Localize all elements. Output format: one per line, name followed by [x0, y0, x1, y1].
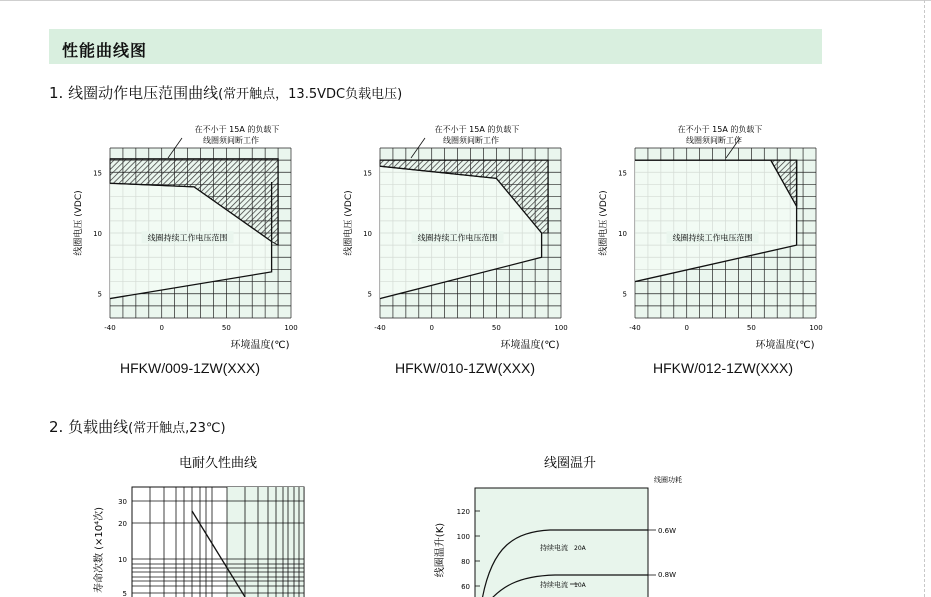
- annotation-line-2: 线圈须间断工作: [686, 136, 742, 145]
- coil-curve-current: 10A: [574, 582, 586, 589]
- endurance-chart: [80, 450, 330, 597]
- coil-curve-label-prefix: 持续电流: [540, 581, 568, 589]
- x-tick-label: 50: [746, 324, 756, 332]
- x-tick-label: 0: [159, 324, 164, 332]
- endurance-y-tick: 20: [118, 520, 127, 528]
- page-title: 性能曲线图: [62, 41, 148, 60]
- coil-chart-title: 线圈温升: [543, 456, 597, 471]
- section-1-note: (常开触点，13.5VDC负载电压): [218, 87, 403, 102]
- coil-temp-rise-chart: [420, 450, 700, 597]
- coil-y-label: 线圈温升(K): [435, 522, 446, 578]
- annotation-line-1: [435, 124, 520, 134]
- annotation-load-value: 15A: [469, 125, 485, 134]
- y-tick-label: 5: [97, 290, 102, 299]
- annotation-line-2: 线圈须间断工作: [443, 136, 499, 145]
- x-tick-label: 100: [284, 324, 298, 332]
- y-tick-label: 15: [363, 169, 372, 178]
- region-label: 线圈持续工作电压范围: [672, 233, 753, 243]
- section-1-heading: [49, 82, 402, 103]
- page-edge-dashed-line: [924, 0, 925, 597]
- coil-y-tick-label: 60: [461, 583, 470, 591]
- top-border-line: [0, 0, 931, 1]
- x-tick-label: 50: [221, 324, 231, 332]
- coil-curve-current: 20A: [574, 545, 586, 552]
- annotation-suffix: 的负载下: [484, 125, 520, 134]
- annotation-line-1: [195, 124, 280, 134]
- coil-curve-label-20a: [540, 543, 587, 552]
- y-axis-label: 线圈电压 (VDC): [599, 190, 609, 256]
- endurance-chart-title: 电耐久性曲线: [178, 456, 258, 471]
- endurance-shade: [227, 487, 304, 597]
- section-header-band: [49, 29, 822, 64]
- voltage-chart-009: [65, 118, 305, 358]
- annotation-line-1: [678, 124, 763, 134]
- section-2-label: 2. 负载曲线: [49, 418, 129, 436]
- section-2-heading: [49, 416, 226, 437]
- coil-y-tick-label: 100: [456, 533, 470, 541]
- y-tick-label: 15: [618, 169, 627, 178]
- coil-y-tick-label: 120: [456, 508, 470, 516]
- x-tick-label: -40: [629, 324, 641, 332]
- section-1-label: 1. 线圈动作电压范围曲线: [49, 84, 219, 102]
- x-axis-label: 环境温度(℃): [755, 340, 815, 351]
- x-axis-label: 环境温度(℃): [230, 340, 290, 351]
- endurance-y-tick: 30: [118, 498, 127, 506]
- y-tick-label: 5: [622, 290, 627, 299]
- x-tick-label: 100: [809, 324, 823, 332]
- coil-power-value: 0.8W: [658, 571, 677, 579]
- y-tick-label: 10: [93, 230, 102, 238]
- section-2-note: (常开触点,23℃): [128, 421, 226, 436]
- y-axis-label: 线圈电压 (VDC): [74, 190, 84, 256]
- annotation-prefix: 在不小于: [677, 125, 713, 134]
- coil-curve-label-10a: [540, 580, 587, 589]
- voltage-chart-010: [335, 118, 575, 358]
- x-tick-label: -40: [104, 324, 116, 332]
- annotation-prefix: 在不小于: [434, 125, 470, 134]
- region-label: 线圈持续工作电压范围: [417, 233, 498, 243]
- x-tick-label: 0: [429, 324, 434, 332]
- annotation-load-value: 15A: [712, 125, 728, 134]
- coil-curve-label-prefix: 持续电流: [540, 544, 568, 552]
- y-tick-label: 15: [93, 169, 102, 178]
- y-axis-label: 线圈电压 (VDC): [344, 190, 354, 256]
- x-axis-label: 环境温度(℃): [500, 340, 560, 351]
- model-label-012: HFKW/012-1ZW(XXX): [653, 360, 794, 376]
- y-tick-label: 10: [618, 230, 627, 238]
- model-label-009: HFKW/009-1ZW(XXX): [120, 360, 261, 376]
- coil-y-tick-label: 80: [461, 558, 470, 566]
- x-tick-label: 100: [554, 324, 568, 332]
- region-label: 线圈持续工作电压范围: [147, 233, 228, 243]
- annotation-line-2: 线圈须间断工作: [203, 136, 259, 145]
- annotation-load-value: 15A: [229, 125, 245, 134]
- annotation-suffix: 的负载下: [244, 125, 280, 134]
- endurance-y-tick: 5: [122, 590, 127, 597]
- model-label-010: HFKW/010-1ZW(XXX): [395, 360, 536, 376]
- y-tick-label: 10: [363, 230, 372, 238]
- endurance-y-tick: 10: [118, 556, 127, 564]
- coil-power-header: 线圈功耗: [654, 476, 682, 484]
- x-tick-label: 0: [684, 324, 689, 332]
- coil-power-value: 0.6W: [658, 527, 677, 535]
- x-tick-label: -40: [374, 324, 386, 332]
- annotation-prefix: 在不小于: [194, 125, 230, 134]
- annotation-suffix: 的负载下: [727, 125, 763, 134]
- y-tick-label: 5: [367, 290, 372, 299]
- endurance-y-label: 寿命次数 (×10⁴次): [94, 506, 105, 594]
- voltage-chart-012: [590, 118, 830, 358]
- x-tick-label: 50: [491, 324, 501, 332]
